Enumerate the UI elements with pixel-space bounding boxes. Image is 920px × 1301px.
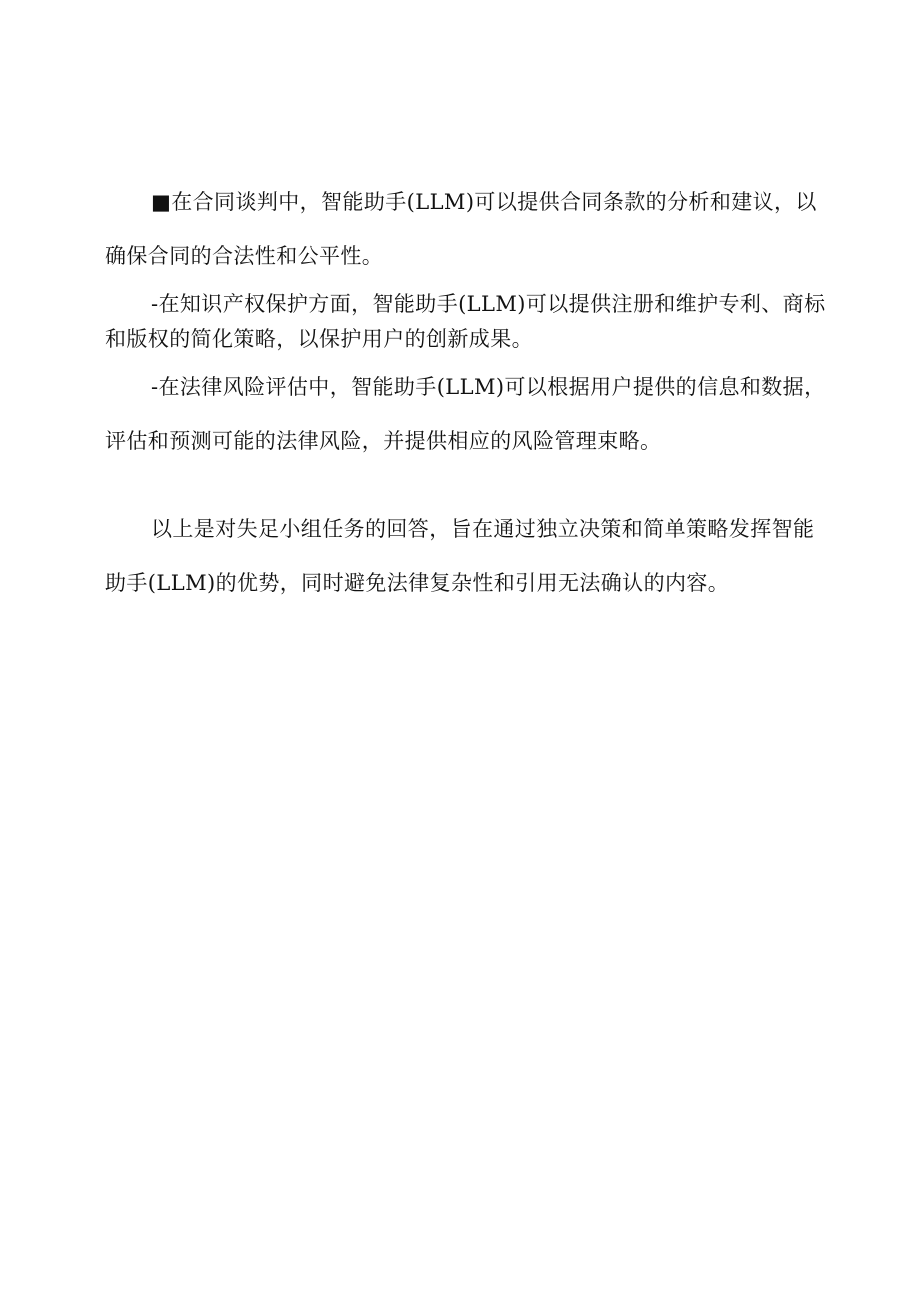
paragraph-line: -在知识产权保护方面，智能助手(LLM)可以提供注册和维护专利、商标 [151, 292, 826, 316]
paragraph-line: 以上是对失足小组任务的回答，旨在通过独立决策和简单策略发挥智能 [151, 517, 815, 541]
paragraph-line: 和版权的简化策略，以保护用户的创新成果。 [105, 327, 533, 351]
paragraph-risk-assessment [105, 360, 830, 468]
paragraph-line: -在法律风险评估中，智能助手(LLM)可以根据用户提供的信息和数据， [151, 375, 826, 399]
paragraph-summary [105, 502, 830, 610]
paragraph-line: 助手(LLM)的优势，同时避免法律复杂性和引用无法确认的内容。 [105, 571, 730, 595]
paragraph-line: 评估和预测可能的法律风险，并提供相应的风险管理束略。 [105, 429, 662, 453]
paragraph-contract-negotiation [105, 175, 830, 283]
paragraph-line: 确保合同的合法性和公平性。 [105, 244, 384, 268]
paragraph-line: ■在合同谈判中，智能助手(LLM)可以提供合同条款的分析和建议，以 [151, 190, 817, 214]
paragraph-ip-protection [105, 287, 830, 357]
